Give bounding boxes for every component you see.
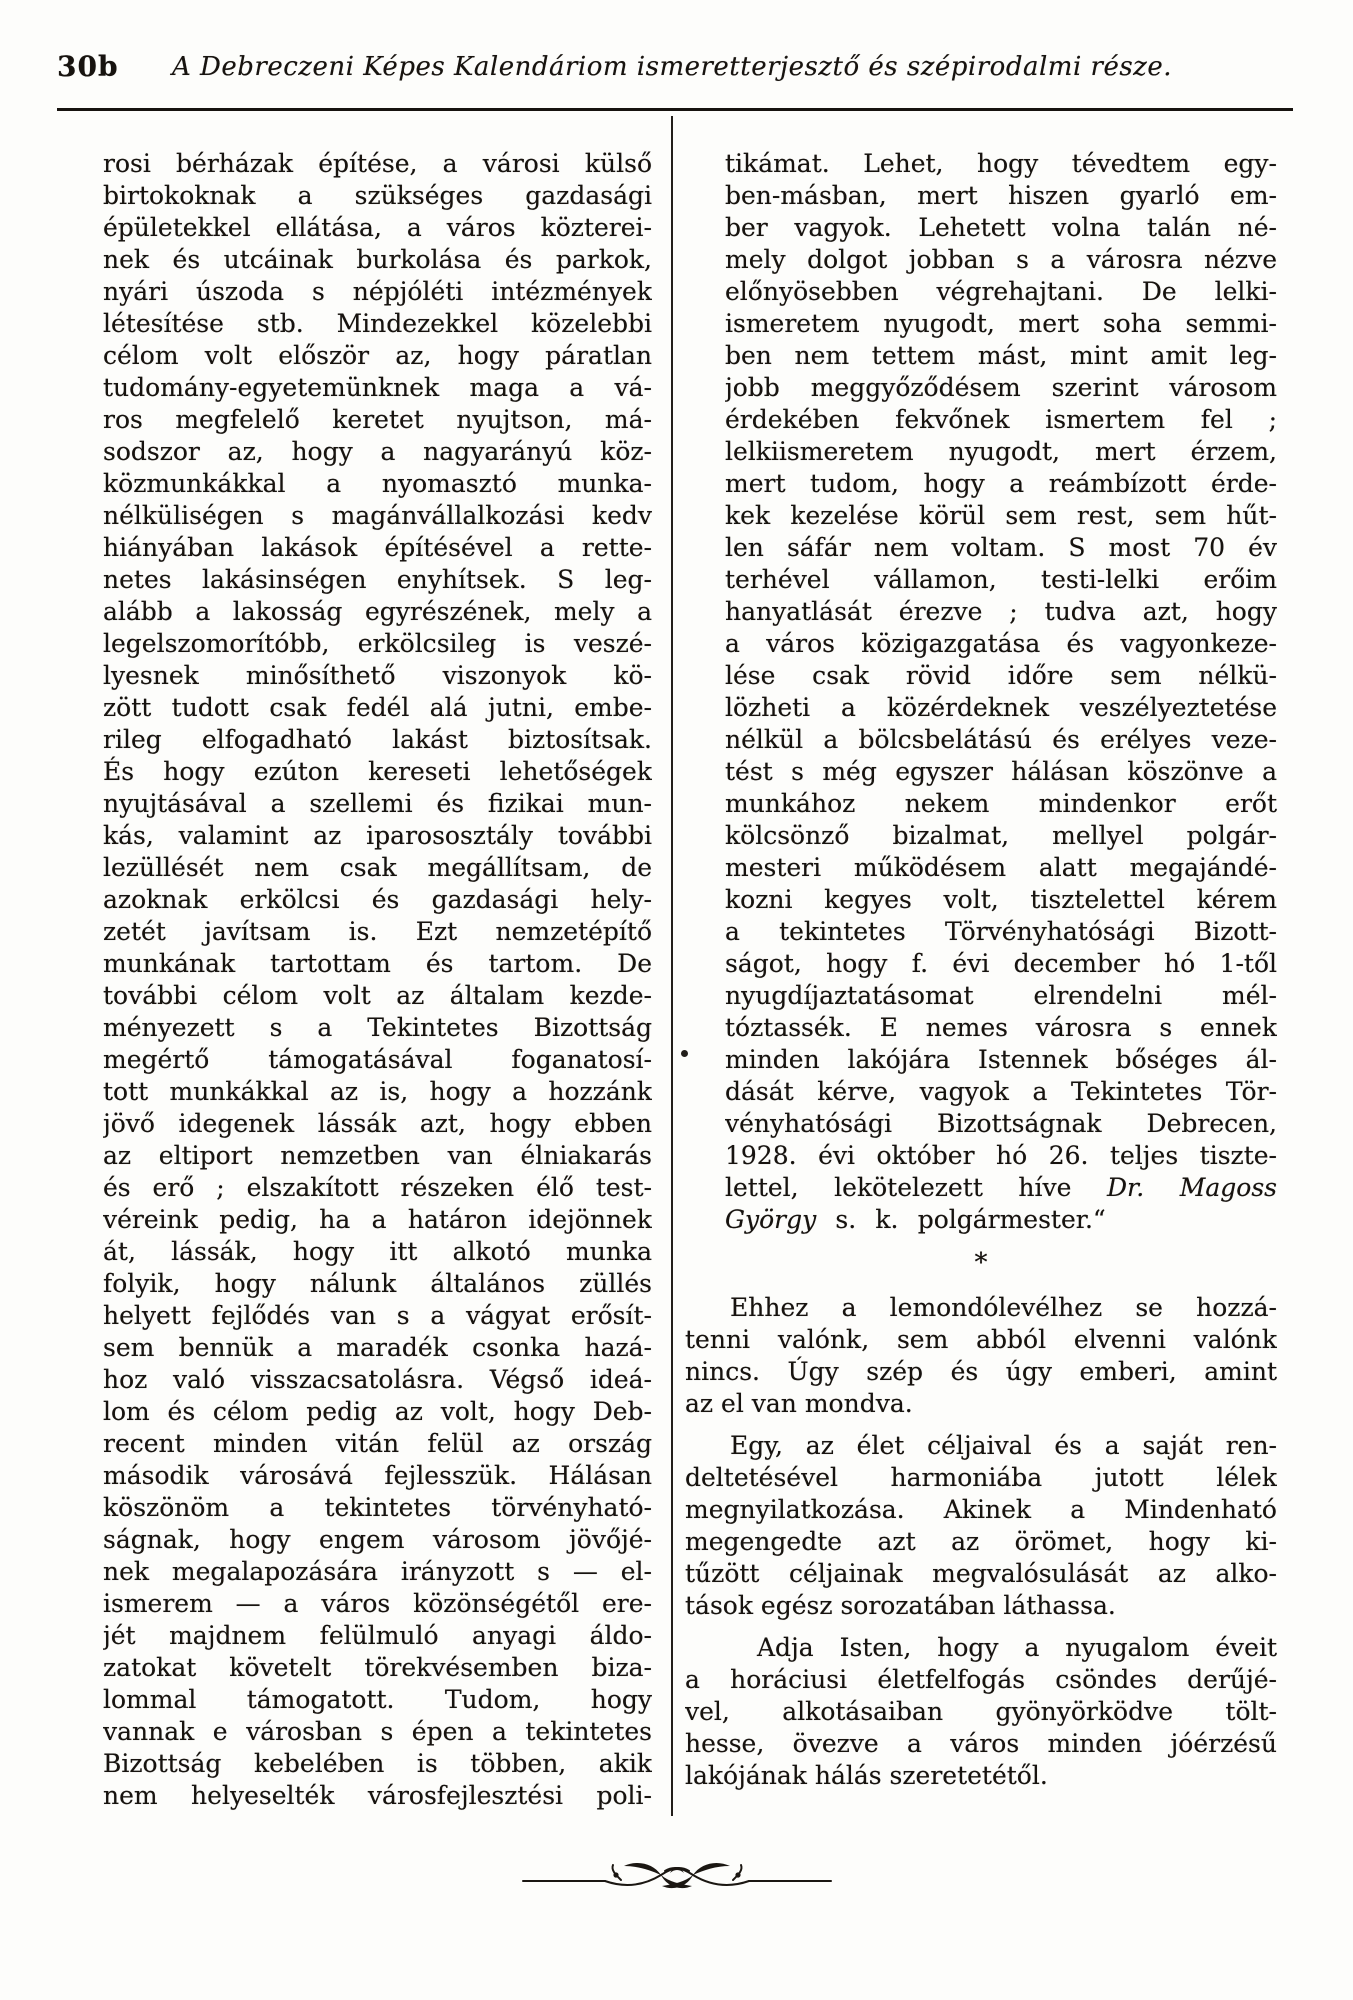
text-line: Egy, az élet céljaival és a saját ren-	[730, 1431, 1277, 1460]
text-line: rileg elfogadható lakást biztosítsak.	[103, 725, 652, 754]
text-line: jövő idegenek lássák azt, hogy ebben	[103, 1109, 652, 1138]
text-line: a tekintetes Törvényhatósági Bizott-	[725, 917, 1277, 946]
text-line: rosi bérházak építése, a városi külső	[103, 149, 652, 178]
text-line: nincs. Úgy szép és úgy emberi, amint	[685, 1357, 1277, 1386]
italic-text-run: Dr. Magoss	[1107, 1173, 1277, 1202]
text-line: létesítése stb. Mindezekkel közelebbi	[103, 309, 652, 338]
text-line: megnyilatkozása. Akinek a Mindenható	[685, 1495, 1277, 1524]
text-line: ros megfelelő keretet nyujtson, má-	[103, 405, 652, 434]
text-line: véreink pedig, ha a határon idejönnek	[103, 1205, 652, 1234]
text-line: a város közigazgatása és vagyonkeze-	[725, 629, 1277, 658]
text-run: s. k. polgármester.“	[816, 1205, 1106, 1234]
text-line: az eltiport nemzetben van élniakarás	[103, 1141, 652, 1170]
text-line: lözheti a közérdeknek veszélyeztetése	[725, 693, 1277, 722]
text-line: alább a lakosság egyrészének, mely a	[103, 597, 652, 626]
text-line: deltetésével harmoniába jutott lélek	[685, 1463, 1277, 1492]
asterisk-section-break: *	[974, 1248, 988, 1278]
text-line: és erő ; elszakított részeken élő test-	[103, 1173, 652, 1202]
text-line: tűzött céljainak megvalósulását az alko-	[685, 1559, 1277, 1588]
text-line: lezüllését nem csak megállítsam, de	[103, 853, 652, 882]
text-line: len sáfár nem voltam. S most 70 év	[725, 533, 1277, 562]
text-line: sodszor az, hogy a nagyarányú köz-	[103, 437, 652, 466]
right-text-column	[685, 148, 1277, 1792]
text-line: lyesnek minősíthető viszonyok kö-	[103, 661, 652, 690]
header-rule	[57, 108, 1293, 111]
text-line: netes lakásinségen enyhítsek. S leg-	[103, 565, 652, 594]
text-line: kozni kegyes volt, tisztelettel kérem	[725, 885, 1277, 914]
italic-text-run: György	[725, 1205, 817, 1234]
text-line: ságot, hogy f. évi december hó 1-től	[725, 949, 1277, 978]
text-line: megengedte azt az örömet, hogy ki-	[685, 1527, 1277, 1556]
ink-speck	[681, 1050, 688, 1057]
text-line: az el van mondva.	[685, 1389, 913, 1418]
text-line: a horáciusi életfelfogás csöndes derűjé-	[685, 1665, 1277, 1694]
text-line: nélkül a bölcsbelátású és erélyes veze-	[725, 725, 1277, 754]
text-line: sem bennük a maradék csonka hazá-	[103, 1333, 652, 1362]
text-line: 1928. évi október hó 26. teljes tiszte-	[725, 1141, 1277, 1170]
text-line: ber vagyok. Lehetett volna talán né-	[725, 213, 1277, 242]
text-line: ismeretem nyugodt, mert soha semmi-	[725, 309, 1277, 338]
text-line: további célom volt az általam kezde-	[103, 981, 652, 1010]
text-line: hanyatlását érezve ; tudva azt, hogy	[725, 597, 1277, 626]
text-line: tést s még egyszer hálásan köszönve a	[725, 757, 1277, 786]
text-line: hiányában lakások építésével a rette-	[103, 533, 652, 562]
text-line: zatokat követelt törekvésemben biza-	[103, 1653, 652, 1682]
running-header-title: A Debreczeni Képes Kalendáriom ismeretterjesztő és szépirodalmi része.	[172, 52, 1173, 82]
editorial-paragraphs	[685, 1292, 1277, 1792]
text-line	[725, 1172, 1277, 1204]
text-line: kek kezelése körül sem rest, sem hűt-	[725, 501, 1277, 530]
text-line: ben-másban, mert hiszen gyarló em-	[725, 181, 1277, 210]
text-line: azoknak erkölcsi és gazdasági hely-	[103, 885, 652, 914]
text-line: át, lássák, hogy itt alkotó munka	[103, 1237, 652, 1266]
text-line: tikámat. Lehet, hogy tévedtem egy-	[725, 149, 1277, 178]
text-line: köszönöm a tekintetes törvényható-	[103, 1493, 652, 1522]
paragraph	[685, 1632, 1277, 1792]
text-line: tudomány-egyetemünknek maga a vá-	[103, 373, 652, 402]
text-line: folyik, hogy nálunk általános züllés	[103, 1269, 652, 1298]
text-line: dását kérve, vagyok a Tekintetes Tör-	[725, 1077, 1277, 1106]
text-line: birtokoknak a szükséges gazdasági	[103, 181, 652, 210]
text-line: ben nem tettem mást, mint amit leg-	[725, 341, 1277, 370]
text-line: vel, alkotásaiban gyönyörködve tölt-	[685, 1697, 1277, 1726]
text-line: előnyösebben végrehajtani. De lelki-	[725, 277, 1277, 306]
text-line: nem helyeselték városfejlesztési poli-	[103, 1781, 652, 1810]
text-line: tások egész sorozatában láthassa.	[685, 1591, 1116, 1620]
text-line: nek és utcáinak burkolása és parkok,	[103, 245, 652, 274]
text-line: célom volt először az, hogy páratlan	[103, 341, 652, 370]
text-line: megértő támogatásával foganatosí-	[103, 1045, 652, 1074]
text-line: munkához nekem mindenkor erőt	[725, 789, 1277, 818]
text-line: tóztassék. E nemes városra s ennek	[725, 1013, 1277, 1042]
text-line: nyugdíjaztatásomat elrendelni mél-	[725, 981, 1277, 1010]
text-line: Bizottság kebelében is többen, akik	[103, 1749, 652, 1778]
text-line: mesteri működésem alatt megajándé-	[725, 853, 1277, 882]
text-line: nélküliségen s magánvállalkozási kedv	[103, 501, 652, 530]
text-line: lelkiismeretem nyugodt, mert érzem,	[725, 437, 1277, 466]
text-line: ságnak, hogy engem városom jövőjé-	[103, 1525, 652, 1554]
text-line: jét majdnem felülmuló anyagi áldo-	[103, 1621, 652, 1650]
text-line: közmunkákkal a nyomasztó munka-	[103, 469, 652, 498]
text-line: tenni valónk, sem abból elvenni valónk	[685, 1325, 1277, 1354]
text-line: Ehhez a lemondólevélhez se hozzá-	[730, 1293, 1277, 1322]
text-line: nyujtásával a szellemi és fizikai mun-	[103, 789, 652, 818]
text-line: Adja Isten, hogy a nyugalom éveit	[757, 1633, 1277, 1662]
text-line: zetét javítsam is. Ezt nemzetépítő	[103, 917, 652, 946]
text-line: mert tudom, hogy a reámbízott érde-	[725, 469, 1277, 498]
paragraph	[685, 1292, 1277, 1420]
text-line: lom és célom pedig az volt, hogy Deb-	[103, 1397, 652, 1426]
text-line: lakójának hálás szeretetétől.	[685, 1761, 1048, 1790]
text-line: tott munkákkal az is, hogy a hozzánk	[103, 1077, 652, 1106]
text-line: nek megalapozására irányzott s — el-	[103, 1557, 652, 1586]
text-line: recent minden vitán felül az ország	[103, 1429, 652, 1458]
text-line: nyári úszoda s népjóléti intézmények	[103, 277, 652, 306]
text-line: épületekkel ellátása, a város közterei-	[103, 213, 652, 242]
text-line: minden lakójára Istennek bőséges ál-	[725, 1045, 1277, 1074]
text-line: És hogy ezúton kereseti lehetőségek	[103, 757, 652, 786]
text-line: második városává fejlesszük. Hálásan	[103, 1461, 652, 1490]
text-line: lommal támogatott. Tudom, hogy	[103, 1685, 652, 1714]
text-line: ismerem — a város közönségétől ere-	[103, 1589, 652, 1618]
text-line: terhével vállamon, testi-lelki erőim	[725, 565, 1277, 594]
text-line: vényhatósági Bizottságnak Debrecen,	[725, 1109, 1277, 1138]
page-number: 30b	[57, 50, 119, 83]
paragraph	[685, 1430, 1277, 1622]
text-line: kás, valamint az iparososztály további	[103, 821, 652, 850]
floral-divider-ornament	[521, 1860, 833, 1896]
text-run: lettel, lekötelezett híve	[725, 1173, 1108, 1202]
text-line: kölcsönző bizalmat, mellyel polgár-	[725, 821, 1277, 850]
text-line: hoz való visszacsatolásra. Végső ideá-	[103, 1365, 652, 1394]
column-divider-rule	[671, 116, 673, 1816]
text-line: lése csak rövid időre sem nélkü-	[725, 661, 1277, 690]
letter-quotation-block	[685, 148, 1277, 1236]
text-line: helyett fejlődés van s a vágyat erősít-	[103, 1301, 652, 1330]
text-line: vannak e városban s épen a tekintetes	[103, 1717, 652, 1746]
left-text-column	[103, 148, 652, 1812]
text-line: zött tudott csak fedél alá jutni, embe-	[103, 693, 652, 722]
text-line: legelszomorítóbb, erkölcsileg is veszé-	[103, 629, 652, 658]
text-line: érdekében fekvőnek ismertem fel ;	[725, 405, 1277, 434]
text-line	[725, 1204, 1277, 1236]
text-line: munkának tartottam és tartom. De	[103, 949, 652, 978]
text-line: hesse, övezve a város minden jóérzésű	[685, 1729, 1277, 1758]
text-line: mely dolgot jobban s a városra nézve	[725, 245, 1277, 274]
text-line: ményezett s a Tekintetes Bizottság	[103, 1013, 652, 1042]
text-line: jobb meggyőződésem szerint városom	[725, 373, 1277, 402]
